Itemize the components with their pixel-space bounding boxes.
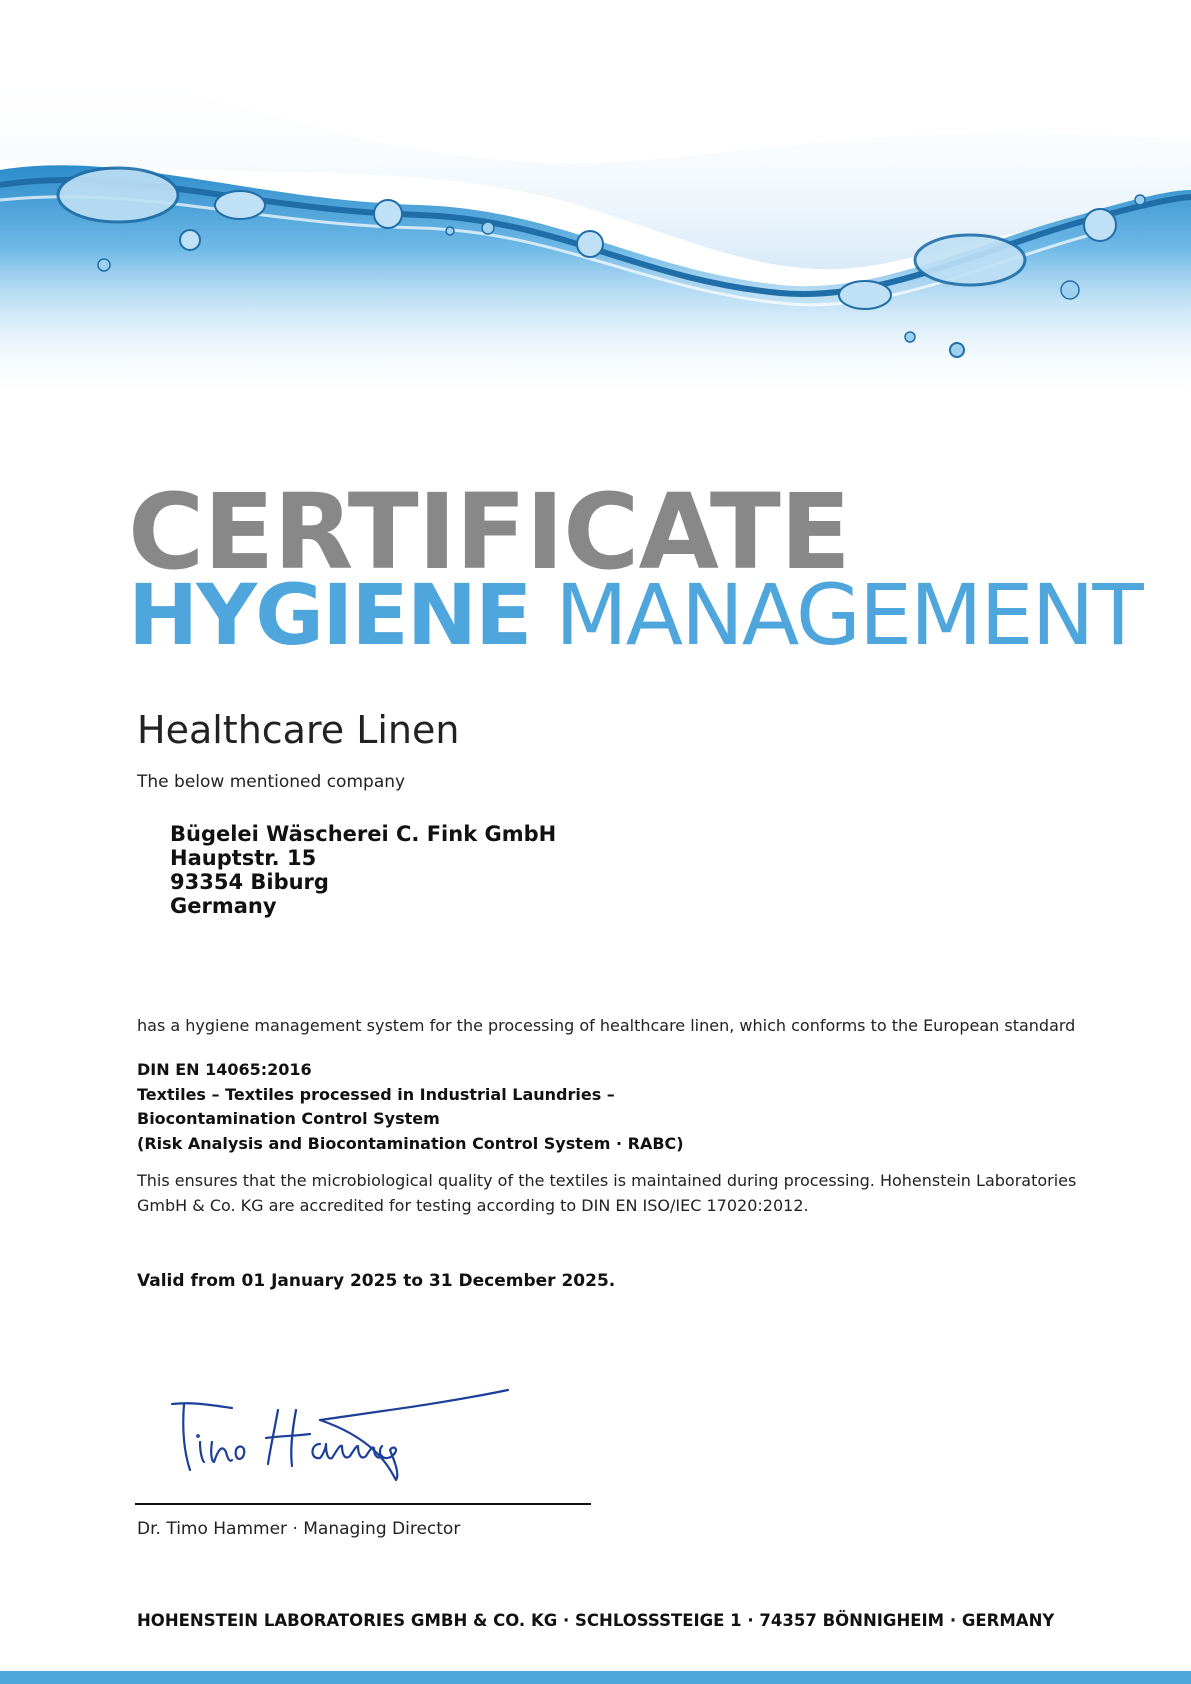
conformity-statement: has a hygiene management system for the processing of healthcare linen, which conforms to the European standard <box>137 1016 1076 1035</box>
heading-management: MANAGEMENT <box>555 566 1142 664</box>
signature-line <box>135 1503 591 1505</box>
company-city: 93354 Biburg <box>170 870 329 894</box>
standard-title-line: Textiles – Textiles processed in Industrial Laundries – <box>137 1084 615 1104</box>
standard-number: DIN EN 14065:2016 <box>137 1060 312 1079</box>
certificate-title: CERTIFICATE <box>128 471 850 593</box>
intro-text: The below mentioned company <box>137 772 406 792</box>
bottom-accent-bar <box>0 1671 1191 1684</box>
certificate-subtitle: Healthcare Linen <box>137 708 460 752</box>
heading-hygiene: HYGIENE <box>128 566 531 664</box>
ensures-paragraph: This ensures that the microbiological quality of the textiles is maintained during processing. Hohenstein Laboratories GmbH & Co. KG are accredited for testing according to DIN EN ISO/IEC 17020:2012. <box>137 1171 1077 1215</box>
company-name: Bügelei Wäscherei C. Fink GmbH <box>170 822 557 846</box>
company-country: Germany <box>170 894 277 918</box>
company-street: Hauptstr. 15 <box>170 846 317 870</box>
handwritten-signature <box>170 1380 530 1494</box>
signer-name: Dr. Timo Hammer · Managing Director <box>137 1519 461 1539</box>
footer-address: HOHENSTEIN LABORATORIES GMBH & CO. KG · SCHLOSSSTEIGE 1 · 74357 BÖNNIGHEIM · GERMANY <box>137 1611 1055 1630</box>
standard-title-line: (Risk Analysis and Biocontamination Control System · RABC) <box>137 1133 684 1153</box>
standard-title-line: Biocontamination Control System <box>137 1109 440 1128</box>
water-wave-banner <box>0 0 1191 400</box>
validity-period: Valid from 01 January 2025 to 31 December 2025. <box>137 1271 616 1291</box>
hygiene-management-heading <box>128 566 1142 664</box>
standard-block <box>137 1058 684 1156</box>
company-address <box>170 822 556 918</box>
